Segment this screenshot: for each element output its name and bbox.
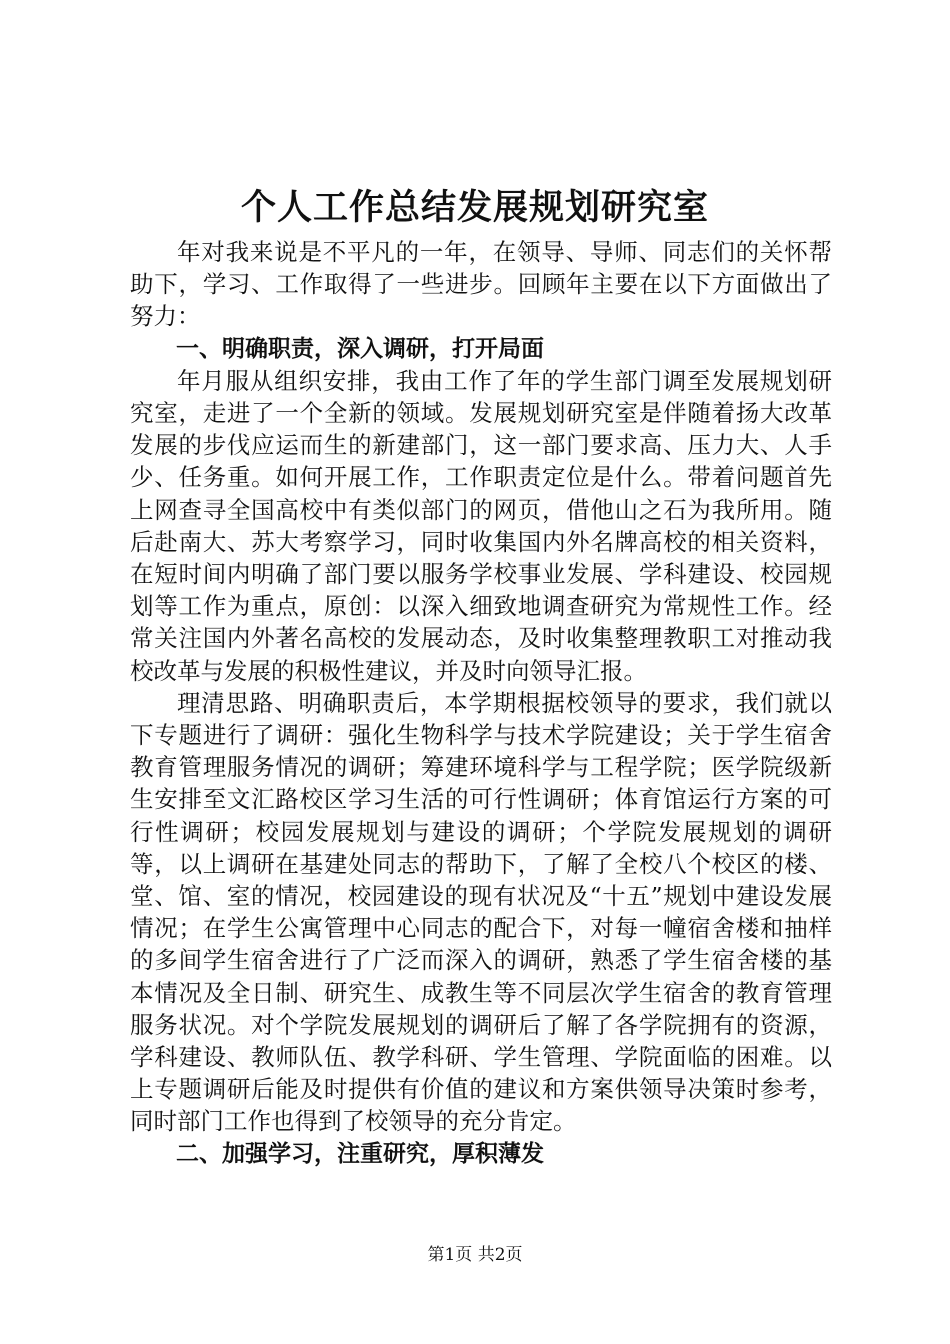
document-title: 个人工作总结发展规划研究室 (240, 187, 709, 228)
document-body (130, 236, 832, 1170)
section-1-heading: 一、明确职责，深入调研，打开局面 (176, 335, 544, 362)
intro-paragraph: 年对我来说是不平凡的一年，在领导、导师、同志们的关怀帮助下，学习、工作取得了一些进步。回顾年主要在以下方面做出了努力： (130, 238, 832, 331)
section-1-paragraph-2: 理清思路、明确职责后，本学期根据校领导的要求，我们就以下专题进行了调研：强化生物科学与技术学院建设；关于学生宿舍教育管理服务情况的调研；筹建环境科学与工程学院；医学院级新生安排至文汇路校区学习生活的可行性调研；体育馆运行方案的可行性调研；校园发展规划与建设的调研；个学院发展规划的调研等，以上调研在基建处同志的帮助下，了解了全校八个校区的楼、堂、馆、室的情况，校园建设的现有状况及“十五”规划中建设发展情况；在学生公寓管理中心同志的配合下，对每一幢宿舍楼和抽样的多间学生宿舍进行了广泛而深入的调研，熟悉了学生宿舍楼的基本情况及全日制、研究生、成教生等不同层次学生宿舍的教育管理服务状况。对个学院发展规划的调研后了解了各学院拥有的资源，学科建设、教师队伍、教学科研、学生管理、学院面临的困难。以上专题调研后能及时提供有价值的建议和方案供领导决策时参考，同时部门工作也得到了校领导的充分肯定。 (130, 688, 832, 1136)
page-footer: 第1页 共2页 (427, 1245, 523, 1265)
section-2-heading: 二、加强学习，注重研究，厚积薄发 (176, 1140, 544, 1167)
section-1-paragraph-1: 年月服从组织安排，我由工作了年的学生部门调至发展规划研究室，走进了一个全新的领域。发展规划研究室是伴随着扬大改革发展的步伐应运而生的新建部门，这一部门要求高、压力大、人手少、任务重。如何开展工作，工作职责定位是什么。带着问题首先上网查寻全国高校中有类似部门的网页，借他山之石为我所用。随后赴南大、苏大考察学习，同时收集国内外名牌高校的相关资料，在短时间内明确了部门要以服务学校事业发展、学科建设、校园规划等工作为重点，原创：以深入细致地调查研究为常规性工作。经常关注国内外著名高校的发展动态，及时收集整理教职工对推动我校改革与发展的积极性建议，并及时向领导汇报。 (130, 366, 832, 685)
